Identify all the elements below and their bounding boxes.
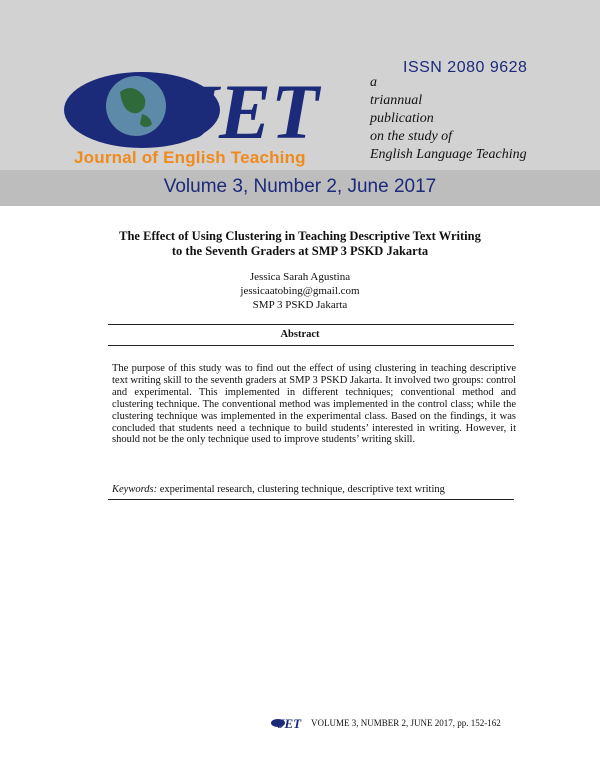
article-title: The Effect of Using Clustering in Teaching Descriptive Text Writing to the Seventh Graders at SMP 3 PSKD Jakarta (119, 229, 481, 258)
abstract-text: The purpose of this study was to find out the effect of using clustering in teaching descriptive text writing skill to the seventh graders at SMP 3 PSKD Jakarta. It involved two groups: control and experimental. This implemented in different techniques; conventional method and clustering technique. The conventional method was implemented in the control class; while the clustering technique was implemented in the experimental class. Based on the findings, it was concluded that students need a technique to build students’ interested in writing. However, it should not be the only technique used to improve students’ writing skill. (112, 363, 516, 446)
page-footer (270, 716, 501, 730)
divider-top (108, 324, 514, 325)
issn: ISSN 2080 9628 (403, 59, 528, 76)
author-block (0, 270, 600, 312)
footer-citation: VOLUME 3, NUMBER 2, JUNE 2017, pp. 152-162 (311, 718, 501, 728)
logo-text: JET (180, 68, 319, 155)
keywords: Keywords: experimental research, clustering technique, descriptive text writing (112, 484, 445, 495)
divider-bottom (108, 499, 514, 500)
author-affiliation: SMP 3 PSKD Jakarta (252, 299, 348, 311)
footer-logo-icon (270, 716, 308, 730)
volume-line: Volume 3, Number 2, June 2017 (163, 176, 437, 197)
svg-text:JET: JET (278, 716, 302, 730)
author-email: jessicaatobing@gmail.com (240, 285, 360, 297)
author-name: Jessica Sarah Agustina (249, 271, 351, 283)
divider-abstract (108, 345, 514, 346)
abstract-heading: Abstract (280, 329, 320, 340)
journal-name: Journal of English Teaching (74, 148, 306, 167)
tagline: a triannual publication on the study of English Language Teaching (370, 75, 527, 162)
